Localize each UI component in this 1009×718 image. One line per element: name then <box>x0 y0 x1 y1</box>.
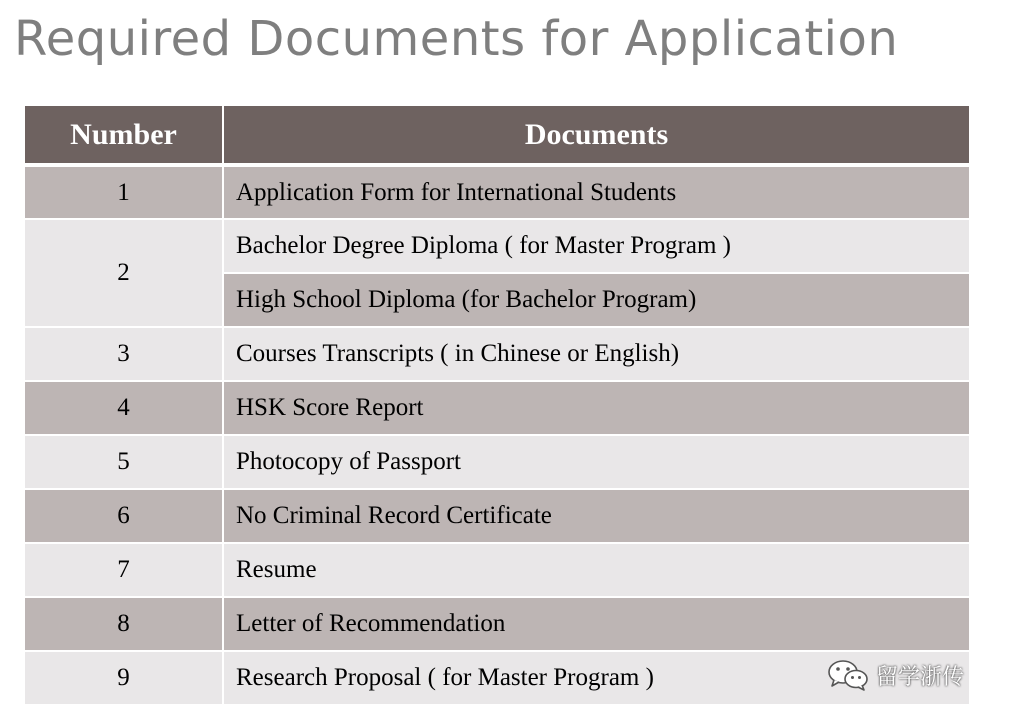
row-document: Resume <box>223 543 969 597</box>
row-document: No Criminal Record Certificate <box>223 489 969 543</box>
watermark <box>826 657 964 693</box>
table-row <box>25 597 969 651</box>
table-row <box>25 327 969 381</box>
wechat-icon <box>826 658 870 692</box>
row-number: 4 <box>25 381 223 435</box>
row-number: 1 <box>25 165 223 219</box>
row-document: Bachelor Degree Diploma ( for Master Program ) <box>223 219 969 273</box>
table-row <box>25 435 969 489</box>
row-document: High School Diploma (for Bachelor Program) <box>223 273 969 327</box>
header-number: Number <box>25 106 223 165</box>
row-number: 6 <box>25 489 223 543</box>
documents-table <box>25 106 969 706</box>
table-row <box>25 165 969 219</box>
row-number: 9 <box>25 651 223 705</box>
table-row <box>25 543 969 597</box>
table-row <box>25 219 969 273</box>
row-number: 5 <box>25 435 223 489</box>
table-header-row <box>25 106 969 165</box>
row-number: 7 <box>25 543 223 597</box>
row-number: 8 <box>25 597 223 651</box>
row-document: Photocopy of Passport <box>223 435 969 489</box>
row-document: HSK Score Report <box>223 381 969 435</box>
row-document: Letter of Recommendation <box>223 597 969 651</box>
row-document: Application Form for International Students <box>223 165 969 219</box>
row-document: Courses Transcripts ( in Chinese or English) <box>223 327 969 381</box>
table-row <box>25 489 969 543</box>
page-title: Required Documents for Application <box>14 11 899 67</box>
header-documents: Documents <box>223 106 969 165</box>
row-document: Research Proposal ( for Master Program ) <box>223 651 969 705</box>
row-number: 3 <box>25 327 223 381</box>
table-row <box>25 381 969 435</box>
watermark-text: 留学浙传 <box>876 664 965 690</box>
row-number: 2 <box>25 219 223 327</box>
